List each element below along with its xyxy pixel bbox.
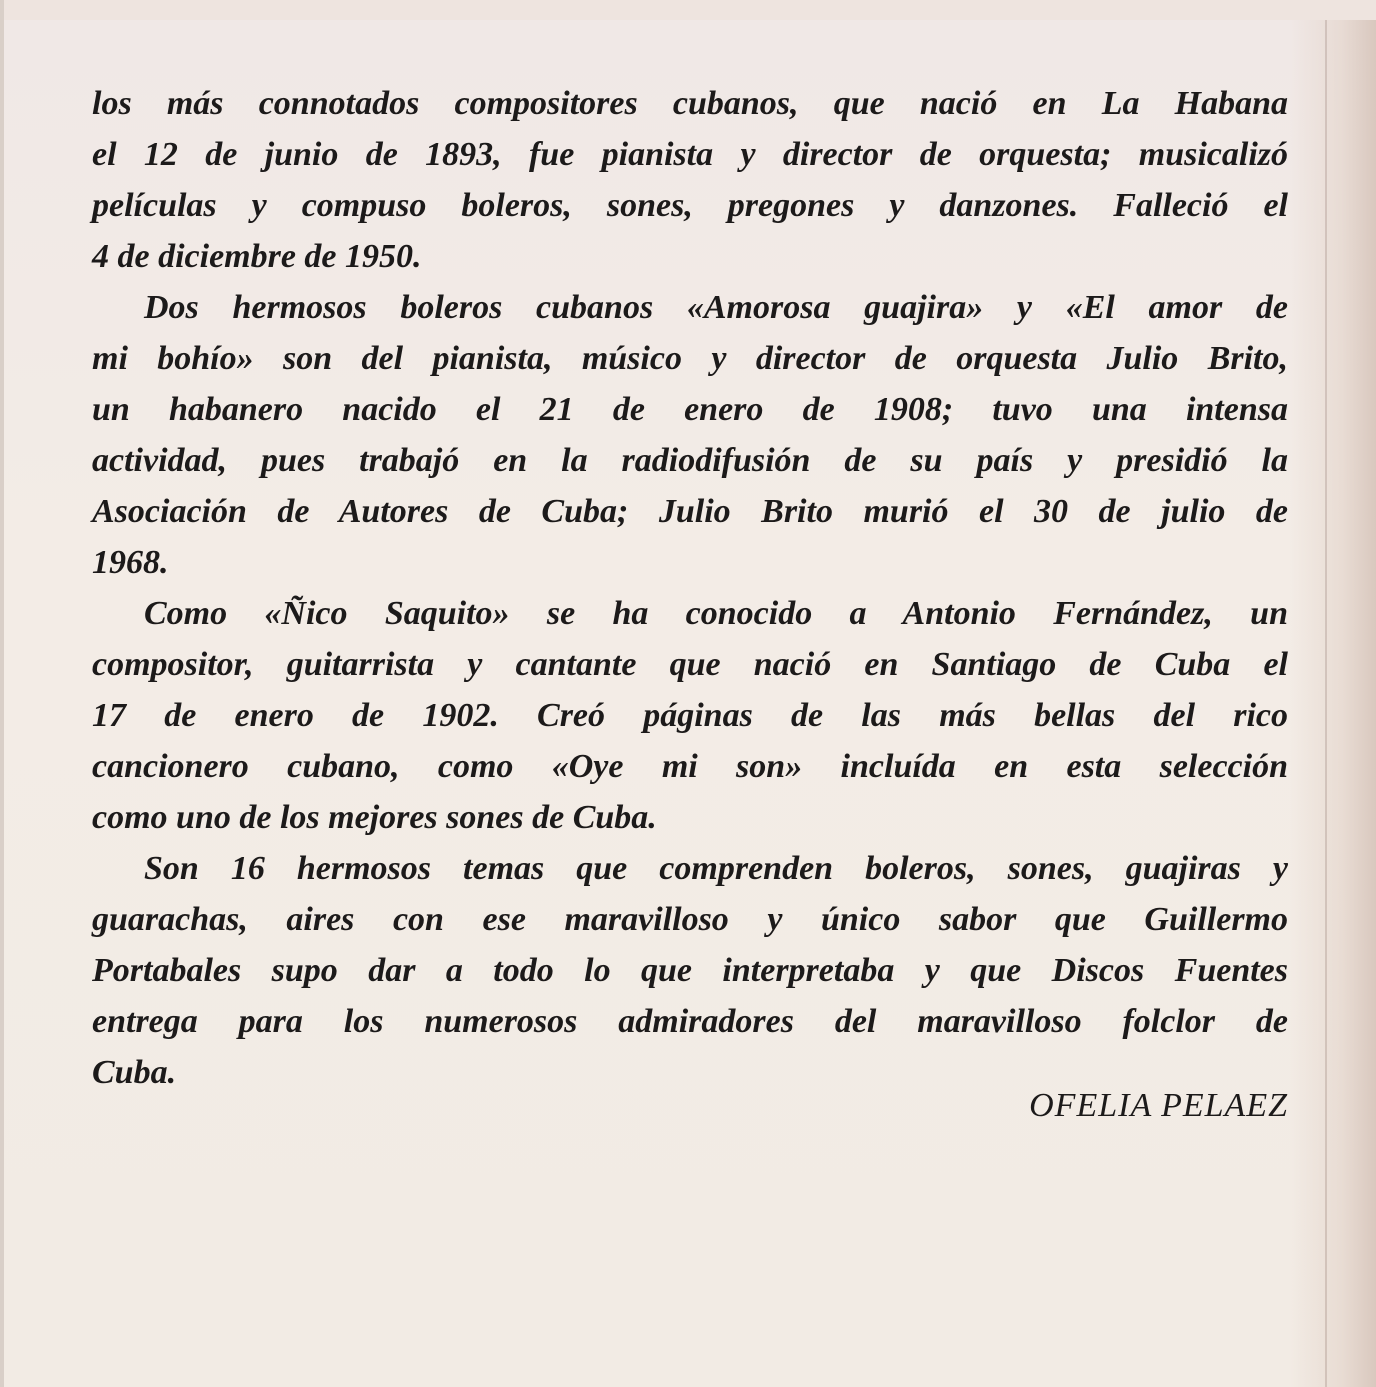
text-line: compositor, guitarrista y cantante que nació en Santiago de Cuba el	[92, 646, 1288, 683]
text-line: el 12 de junio de 1893, fue pianista y director de orquesta; musicalizó	[92, 136, 1288, 173]
text-line: entrega para los numerosos admiradores del maravilloso folclor de	[92, 1003, 1288, 1040]
bleed-through-right	[1290, 20, 1376, 1387]
text-line: mi bohío» son del pianista, músico y director de orquesta Julio Brito,	[92, 340, 1288, 377]
text-line: Portabales supo dar a todo lo que interpretaba y que Discos Fuentes	[92, 952, 1288, 989]
text-line: películas y compuso boleros, sones, pregones y danzones. Falleció el	[92, 187, 1288, 224]
author-signature: OFELIA PELAEZ	[1029, 1087, 1288, 1124]
text-line: Cuba.	[92, 1054, 177, 1091]
text-line: Como «Ñico Saquito» se ha conocido a Antonio Fernández, un	[144, 595, 1288, 632]
text-line: un habanero nacido el 21 de enero de 1908; tuvo una intensa	[92, 391, 1288, 428]
text-line: cancionero cubano, como «Oye mi son» incluída en esta selección	[92, 748, 1288, 785]
page-edge	[0, 0, 4, 1387]
text-line: Son 16 hermosos temas que comprenden boleros, sones, guajiras y	[144, 850, 1288, 887]
text-line: como uno de los mejores sones de Cuba.	[92, 799, 657, 836]
body-text	[92, 78, 1288, 1098]
text-line: Dos hermosos boleros cubanos «Amorosa guajira» y «El amor de	[144, 289, 1288, 326]
text-line: actividad, pues trabajó en la radiodifusión de su país y presidió la	[92, 442, 1288, 479]
text-line: 17 de enero de 1902. Creó páginas de las más bellas del rico	[92, 697, 1288, 734]
bleed-through-top	[0, 0, 1376, 20]
text-line: guarachas, aires con ese maravilloso y único sabor que Guillermo	[92, 901, 1288, 938]
text-line: los más connotados compositores cubanos, que nació en La Habana	[92, 85, 1288, 122]
text-line: Asociación de Autores de Cuba; Julio Brito murió el 30 de julio de	[92, 493, 1288, 530]
text-line: 1968.	[92, 544, 169, 581]
text-line: 4 de diciembre de 1950.	[92, 238, 422, 275]
bleed-through-line	[1325, 20, 1327, 1387]
